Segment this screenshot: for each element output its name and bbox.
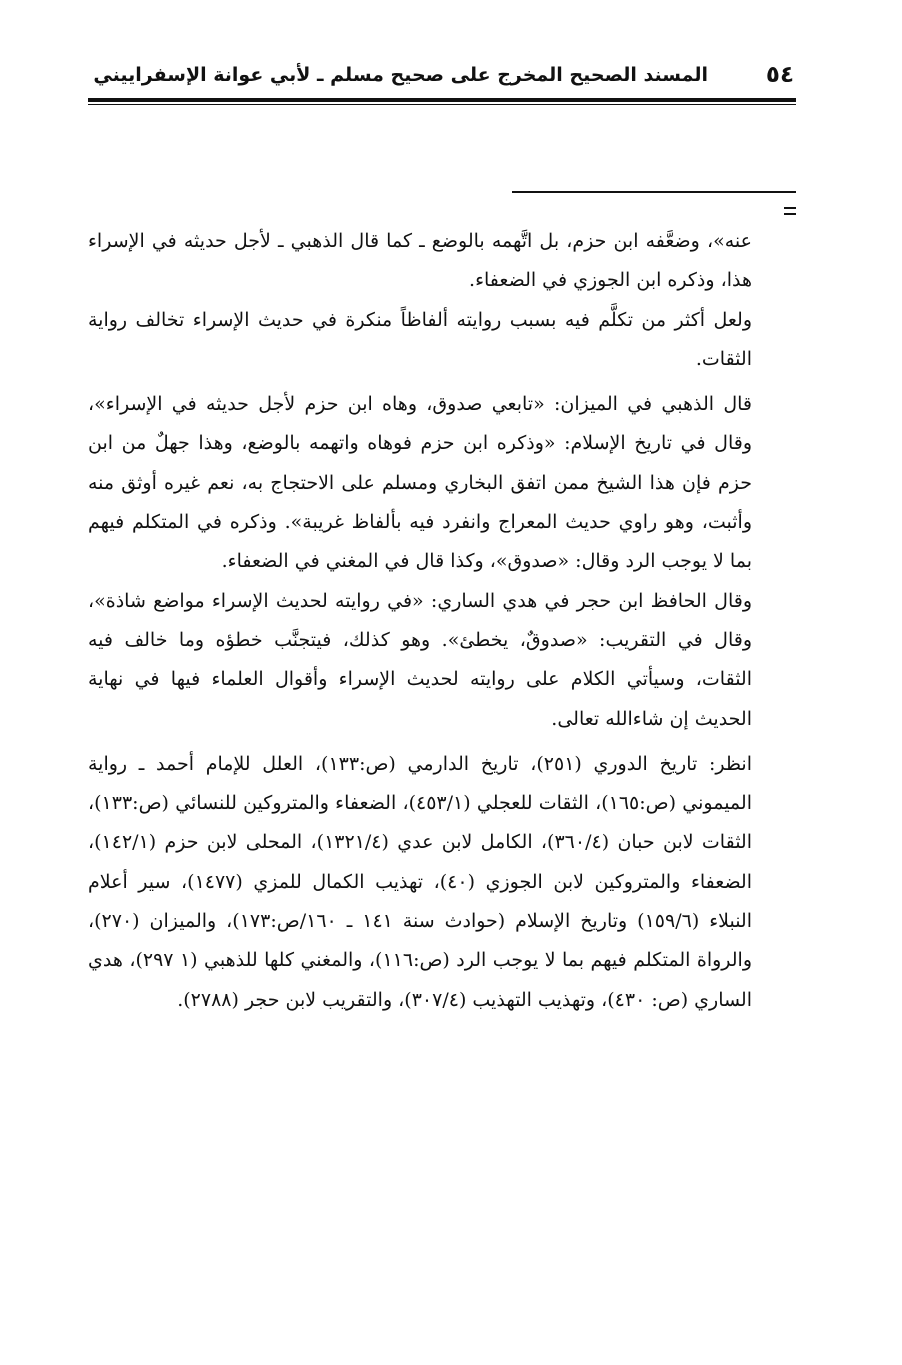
- footnote-paragraph: عنه»، وضعَّفه ابن حزم، بل اتَّهمه بالوضع ـ كما قال الذهبي ـ لأجل حديثه في الإسراء هذا، وذكره ابن الجوزي في الضعفاء.: [88, 230, 752, 292]
- footnote-paragraph: وقال الحافظ ابن حجر في هدي الساري: «في روايته لحديث الإسراء مواضع شاذة»، وقال في التقريب: «صدوقٌ، يخطئ». وهو كذلك، فيتجنَّب خطؤه وما خالف فيه الثقات، وسيأتي الكلام على روايته لحديث الإسراء وأقوال العلماء فيها في نهاية الحديث إن شاءالله تعالى.: [88, 589, 752, 730]
- page-header: [88, 60, 796, 98]
- page-number: ٥٤: [765, 62, 794, 88]
- footnote-paragraph: قال الذهبي في الميزان: «تابعي صدوق، وهاه ابن حزم لأجل حديثه في الإسراء»، وقال في تاريخ الإسلام: «وذكره ابن حزم فوهاه واتهمه بالوضع، وهذا جهلٌ من ابن حزم فإن هذا الشيخ ممن اتفق البخاري ومسلم على الاحتجاج به، نعم غيره أوثق منه وأثبت، وهو راوي حديث المعراج وانفرد فيه بألفاظ غريبة». وذكره في المتكلم فيهم بما لا يوجب الرد وقال: «صدوق»، وكذا قال في المغني في الضعفاء.: [88, 393, 752, 573]
- footnote-block: [88, 222, 752, 1020]
- footnote-continuation-mark: [784, 207, 796, 215]
- footnote-paragraph: ولعل أكثر من تكلَّم فيه بسبب روايته ألفاظاً منكرة في حديث الإسراء تخالف رواية الثقات.: [88, 308, 752, 370]
- header-rule-thin: [88, 104, 796, 105]
- footnote-paragraph: انظر: تاريخ الدوري (٢٥١)، تاريخ الدارمي (ص:١٣٣)، العلل للإمام أحمد ـ رواية الميموني (ص:١٦٥)، الثقات للعجلي (٤٥٣/١)، الضعفاء والمتروكين للنسائي (ص:١٣٣)، الثقات لابن حبان (٣٦٠/٤)، الكامل لابن عدي (١٣٢١/٤)، المحلى لابن حزم (١٤٢/١)، الضعفاء والمتروكين لابن الجوزي (٤٠)، تهذيب الكمال للمزي (١٤٧٧)، سير أعلام النبلاء (١٥٩/٦) وتاريخ الإسلام (حوادث سنة ١٤١ ـ ١٦٠/ص:١٧٣)، والميزان (٢٧٠)، والرواة المتكلم فيهم بما لا يوجب الرد (ص:١١٦)، والمغني كلها للذهبي (١ ٢٩٧)، هدي الساري (ص: ٤٣٠)، وتهذيب التهذيب (٣٠٧/٤)، والتقريب لابن حجر (٢٧٨٨).: [88, 752, 753, 1011]
- header-rule-thick: [88, 98, 796, 102]
- footnote-separator: [512, 191, 796, 193]
- running-title: المسند الصحيح المخرج على صحيح مسلم ـ لأبي عوانة الإسفراييني: [93, 64, 708, 86]
